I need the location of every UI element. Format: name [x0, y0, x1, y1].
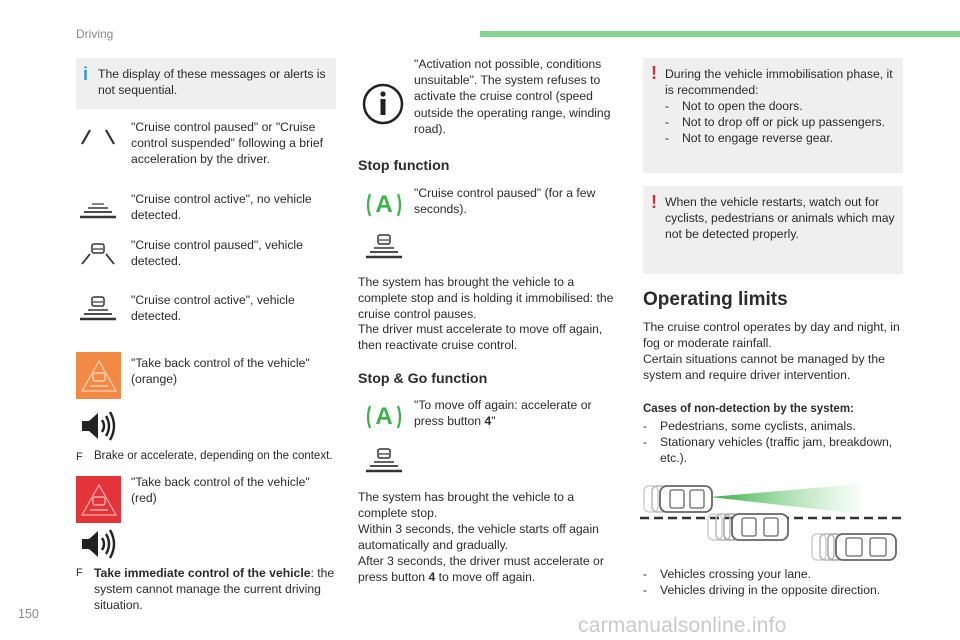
list-item: - Vehicles crossing your lane.	[643, 566, 905, 582]
speaker-icon-2	[80, 528, 118, 560]
list-item: - Pedestrians, some cyclists, animals.	[643, 418, 905, 434]
car-3-icon	[812, 534, 896, 560]
page-number: 150	[18, 607, 39, 621]
stop-go-paragraph-3	[358, 553, 620, 585]
stop-go-item-button: 4	[484, 414, 492, 429]
road-lines-icon	[78, 199, 118, 221]
activation-note: "Activation not possible, conditions unsuitable". The system refuses to activate the cruise control (speed outside the operating range, winding road).	[414, 57, 611, 136]
stop-paragraph-1: The system has brought the vehicle to a complete stop and is holding it immobilised: the cruise control pauses.	[358, 275, 614, 322]
section-title: Driving	[76, 27, 114, 41]
stop-function-heading: Stop function	[358, 158, 450, 174]
message-item-5: "Take back control of the vehicle" (orange)	[131, 356, 310, 387]
stop-go-p3-button: 4	[428, 570, 436, 585]
message-item-4: "Cruise control active", vehicle detected.	[131, 293, 295, 324]
stop-go-p3-pre: After 3 seconds, the driver must accelerate or press button	[358, 554, 604, 585]
final-note-rest: : the system cannot manage the current driving situation.	[94, 566, 335, 613]
brake-note: Brake or accelerate, depending on the context.	[94, 450, 333, 462]
stop-item-text: "Cruise control paused" (for a few seconds).	[414, 186, 596, 217]
stop-go-p3-post: to move off again.	[435, 570, 536, 585]
circle-info-icon	[362, 83, 404, 125]
stop-go-item	[414, 397, 614, 429]
warning-icon-2: !	[651, 192, 657, 212]
final-note-bold: Take immediate control of the vehicle	[94, 566, 311, 580]
list-item: - Vehicles driving in the opposite direction.	[643, 582, 905, 598]
stop-go-paragraph-2: Within 3 seconds, the vehicle starts off again automatically and gradually.	[358, 522, 599, 553]
vehicle-road-icon-2	[364, 234, 404, 260]
list-item: - Not to open the doors.	[665, 98, 899, 114]
info-note-text: The display of these messages or alerts is not sequential.	[98, 67, 326, 98]
cruise-badge-icon	[364, 190, 404, 220]
list-item: - Not to drop off or pick up passengers.	[665, 114, 899, 130]
stop-go-item-post: "	[491, 414, 496, 429]
lane-lines-icon	[78, 124, 118, 148]
warning-2-text: When the vehicle restarts, watch out for cyclists, pedestrians or animals which may not be detected properly.	[665, 195, 895, 242]
cases-list	[643, 418, 905, 467]
non-detection-illustration	[640, 480, 905, 565]
car-2-icon	[708, 514, 788, 540]
message-item-3: "Cruise control paused", vehicle detected.	[131, 238, 303, 269]
stop-go-paragraph-1: The system has brought the vehicle to a complete stop.	[358, 490, 575, 521]
cruise-badge-letter: A	[375, 191, 393, 218]
watermark-text: carmanualsonline.info	[578, 614, 787, 637]
stop-paragraph-2: The driver must accelerate to move off again, then reactivate cruise control.	[358, 322, 603, 353]
info-icon: i	[83, 64, 89, 84]
warning-1-intro: During the vehicle immobilisation phase, it is recommended:	[665, 67, 893, 98]
operating-limits-p1: The cruise control operates by day and night, in fog or moderate rainfall.	[643, 320, 900, 351]
operating-limits-heading: Operating limits	[643, 289, 788, 310]
red-alert-icon	[80, 483, 118, 517]
final-note-bullet: F	[76, 567, 83, 579]
cruise-badge-letter-2: A	[375, 403, 393, 430]
list-item: - Not to engage reverse gear.	[665, 130, 899, 146]
final-note	[94, 565, 339, 614]
warning-icon: !	[651, 63, 657, 83]
message-item-2: "Cruise control active", no vehicle detected.	[131, 192, 312, 223]
stop-go-heading: Stop & Go function	[358, 371, 488, 387]
brake-note-bullet: F	[76, 451, 83, 463]
list-item: - Stationary vehicles (traffic jam, breakdown, etc.).	[643, 434, 905, 466]
cruise-badge-icon-2	[364, 402, 404, 432]
message-item-1: "Cruise control paused" or "Cruise control suspended" following a brief acceleration by the driver.	[131, 120, 323, 167]
operating-limits-p2: Certain situations cannot be managed by the system and require driver intervention.	[643, 352, 885, 383]
vehicle-road-icon	[78, 296, 118, 322]
speaker-icon	[80, 410, 118, 442]
car-1-icon	[644, 486, 712, 512]
orange-alert-icon	[80, 359, 118, 393]
cases-heading: Cases of non-detection by the system:	[643, 403, 854, 415]
bottom-cases-list	[643, 566, 905, 598]
vehicle-ahead-icon	[78, 242, 118, 266]
vehicle-road-icon-3	[364, 448, 404, 474]
header-accent-bar	[480, 31, 960, 37]
stop-go-item-pre: "To move off again: accelerate or press button	[414, 398, 592, 429]
red-alert-text: "Take back control of the vehicle" (red)	[131, 475, 310, 506]
warning-1-list	[665, 98, 899, 147]
